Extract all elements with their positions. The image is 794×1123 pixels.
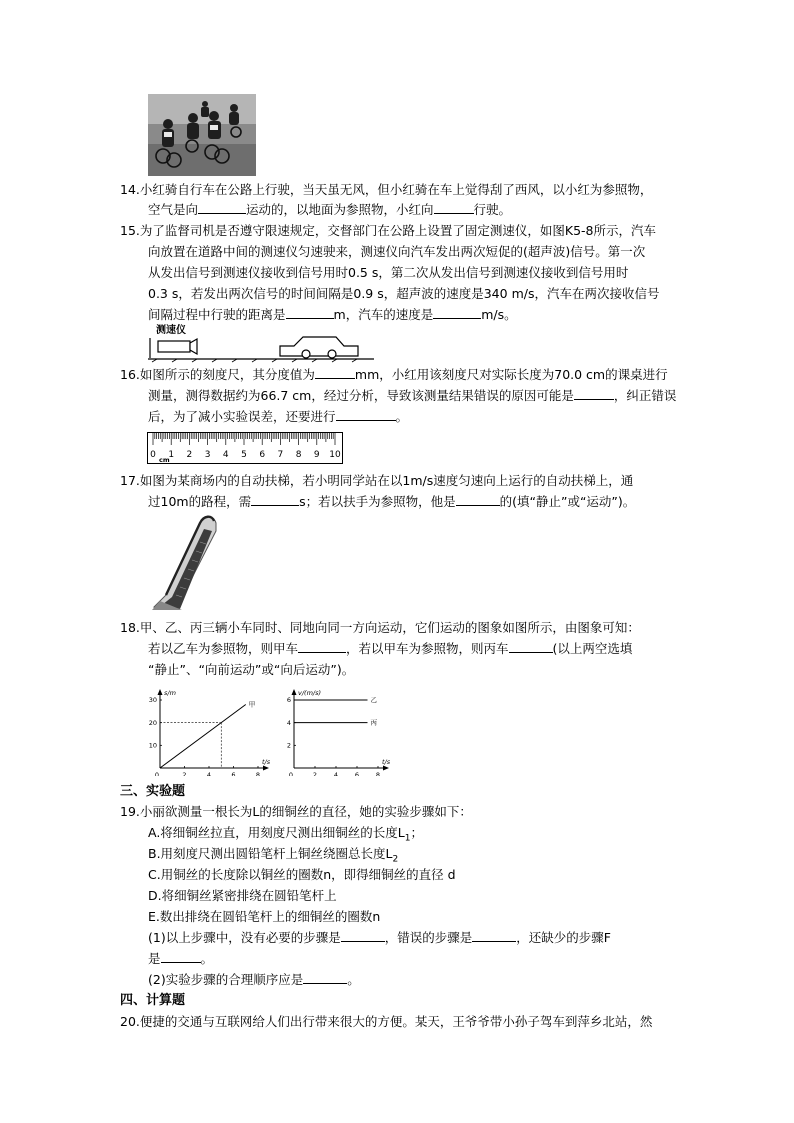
series-line	[160, 705, 246, 768]
y-tick-label: 6	[286, 696, 291, 705]
q18-text-a: 若以乙车为参照物，则甲车	[148, 641, 299, 656]
ruler-number: 10	[329, 450, 341, 460]
q18-line2	[148, 640, 632, 658]
q19-step-a	[148, 824, 423, 848]
q15-line3: 从发出信号到测速仪接收到信号用时0.5 s，第二次从发出信号到测速仪接收到信号用时	[148, 265, 629, 280]
q19-step-a-end: ；	[410, 825, 424, 840]
ruler-number: 8	[295, 450, 302, 460]
x-tick-label: 2	[312, 771, 318, 776]
series-label: 乙	[370, 696, 377, 704]
q18-line1: 18.甲、乙、丙三辆小车同时、同地向同一方向运动，它们运动的图象如图所示，由图象可知：	[120, 620, 640, 635]
q15-text-a: 间隔过程中行驶的距离是	[148, 307, 286, 322]
x-axis-label: t/s	[382, 758, 391, 766]
q20-line1: 20.便捷的交通与互联网给人们出行带来很大的方便。某天，王爷爷带小孙子驾车到萍乡北站，然	[120, 1014, 653, 1029]
q16-blank-1[interactable]	[315, 366, 355, 379]
speed-radar-label: 测速仪	[156, 325, 186, 336]
q18-text-c: (以上两空选填	[552, 641, 633, 656]
q19-part1-c: ，还缺少的步骤F	[516, 930, 611, 945]
q14-line2	[148, 201, 511, 219]
ruler-number: 3	[204, 450, 211, 460]
chart-s-t	[148, 684, 276, 776]
ruler-number: 0	[150, 450, 156, 460]
q15-blank-2[interactable]	[433, 306, 481, 319]
q15-blank-1[interactable]	[286, 306, 334, 319]
y-tick-label: 4	[286, 718, 291, 727]
y-tick-label: 10	[148, 741, 157, 750]
q17-text-c: 的(填“静止”或“运动”)。	[499, 494, 636, 509]
ruler-number: 5	[241, 450, 247, 460]
q19-step-b	[148, 845, 398, 869]
q19-part1-a: (1)以上步骤中，没有必要的步骤是	[148, 930, 341, 945]
x-tick-label: 4	[333, 771, 339, 776]
q14-line1: 14.小红骑自行车在公路上行驶，当天虽无风，但小红骑在车上觉得刮了西风，以小红为参照物，	[120, 182, 653, 197]
q16-text-e: 后，为了减小实验误差，还要进行	[148, 409, 336, 424]
q19-part2-a: (2)实验步骤的合理顺序应是	[148, 972, 304, 987]
q14-blank-1[interactable]	[198, 201, 246, 214]
car-outline	[280, 337, 358, 356]
x-axis-label: t/s	[262, 758, 271, 766]
q19-step-a-sub: 1	[404, 833, 411, 844]
series-label: 甲	[248, 700, 256, 709]
q16-blank-2[interactable]	[574, 387, 614, 400]
q16-blank-3[interactable]	[336, 408, 396, 421]
q16-line3	[148, 408, 408, 426]
q16-line2	[148, 387, 676, 405]
q15-text-b: m，汽车的速度是	[333, 307, 434, 322]
q19-blank-1[interactable]	[341, 929, 385, 942]
y-axis-label: s/m	[164, 689, 176, 697]
x-tick-label: 0	[154, 771, 160, 776]
q15-line1: 15.为了监督司机是否遵守限速规定，交督部门在公路上设置了固定测速仪，如图K5-8所示，汽车	[120, 223, 656, 238]
ruler-figure	[147, 432, 343, 464]
q19-step-b-sub: 2	[392, 854, 399, 865]
speed-radar-device	[158, 341, 190, 352]
q15-line2: 向放置在道路中间的测速仪匀速驶来，测速仪向汽车发出两次短促的(超声波)信号。第一次	[148, 244, 646, 259]
q17-blank-2[interactable]	[456, 493, 500, 506]
speed-radar-figure	[148, 323, 376, 363]
q16-line1	[120, 366, 668, 384]
q16-text-d: ，纠正错误	[613, 388, 677, 403]
x-tick-label: 6	[354, 771, 360, 776]
x-tick-label: 6	[231, 771, 236, 776]
y-tick-label: 20	[148, 718, 157, 727]
q19-blank-2[interactable]	[472, 929, 516, 942]
q15-line4: 0.3 s，若发出两次信号的时间间隔是0.9 s，超声波的速度是340 m/s，汽车在两次接收信号	[148, 286, 660, 301]
x-tick-label: 4	[206, 771, 212, 776]
y-axis-arrow	[158, 689, 163, 695]
q16-text-f: 。	[395, 409, 409, 424]
q19-part1	[148, 929, 611, 947]
q19-part1-e: 。	[200, 951, 214, 966]
q17-text-b: s；若以扶手为参照物，他是	[299, 494, 456, 509]
y-axis-label: v/(m/s)	[298, 689, 322, 697]
y-axis-arrow	[292, 689, 297, 695]
q19-blank-3[interactable]	[161, 950, 201, 963]
q15-line5	[148, 306, 517, 324]
ruler-number: 4	[222, 450, 229, 460]
y-tick-label: 2	[286, 741, 291, 750]
q16-text-c: 测量，测得数据约为66.7 cm，经过分析，导致该测量结果错误的原因可能是	[148, 388, 574, 403]
q19-part2	[148, 971, 360, 989]
cyclists-photo	[148, 94, 256, 176]
ruler-number: 1	[168, 450, 175, 460]
q19-step-d: D.将细铜丝紧密排绕在圆铅笔杆上	[148, 888, 337, 903]
x-axis-arrow	[383, 766, 389, 771]
x-axis-arrow	[263, 766, 269, 771]
chart-v-t	[282, 684, 394, 776]
q15-text-c: m/s。	[481, 307, 517, 322]
q19-intro: 19.小丽欲测量一根长为L的细铜丝的直径，她的实验步骤如下：	[120, 804, 472, 819]
q19-step-b-text: B.用刻度尺测出圆铅笔杆上铜丝绕圈总长度L	[148, 846, 393, 861]
q19-part1-d: 是	[148, 951, 161, 966]
q19-part2-b: 。	[347, 972, 360, 987]
q16-text-a: 16.如图所示的刻度尺，其分度值为	[120, 367, 315, 382]
q14-text-a: 空气是向	[148, 202, 199, 217]
x-tick-label: 0	[288, 771, 294, 776]
section-4-title: 四、计算题	[120, 993, 186, 1008]
q19-part1-b: ，错误的步骤是	[384, 930, 473, 945]
q17-line2	[148, 493, 635, 511]
y-tick-label: 30	[148, 696, 157, 705]
ruler-unit: cm	[159, 456, 170, 464]
q19-step-e: E.数出排绕在圆铅笔杆上的细铜丝的圈数n	[148, 909, 381, 924]
q19-step-a-text: A.将细铜丝拉直，用刻度尺测出细铜丝的长度L	[148, 825, 405, 840]
q14-text-c: 行驶。	[473, 202, 512, 217]
series-label: 丙	[370, 718, 377, 727]
escalator-figure	[152, 515, 220, 611]
x-tick-label: 2	[182, 771, 187, 776]
q16-text-b: mm，小红用该刻度尺对实际长度为70.0 cm的课桌进行	[354, 367, 668, 382]
ruler-number: 7	[277, 450, 284, 460]
ruler-number: 9	[313, 450, 320, 460]
q18-line3: “静止”、“向前运动”或“向后运动”)。	[148, 662, 355, 677]
q14-blank-2[interactable]	[434, 201, 474, 214]
q18-blank-2[interactable]	[509, 640, 553, 653]
ruler-number: 2	[186, 450, 193, 460]
q17-line1: 17.如图为某商场内的自动扶梯，若小明同学站在以1m/s速度匀速向上运行的自动扶梯上，通	[120, 473, 634, 488]
q19-part1-cont	[148, 950, 213, 968]
q19-blank-4[interactable]	[303, 971, 347, 984]
q14-text-b: 运动的，以地面为参照物，小红向	[246, 202, 434, 217]
q18-blank-1[interactable]	[298, 640, 346, 653]
x-tick-label: 8	[255, 771, 261, 776]
ruler-number: 6	[259, 450, 266, 460]
x-tick-label: 8	[375, 771, 381, 776]
q17-text-a: 过10m的路程，需	[148, 494, 252, 509]
q18-text-b: ，若以甲车为参照物，则丙车	[346, 641, 509, 656]
section-3-title: 三、实验题	[120, 784, 186, 799]
q19-step-c: C.用铜丝的长度除以铜丝的圈数n，即得细铜丝的直径 d	[148, 867, 456, 882]
q17-blank-1[interactable]	[251, 493, 299, 506]
